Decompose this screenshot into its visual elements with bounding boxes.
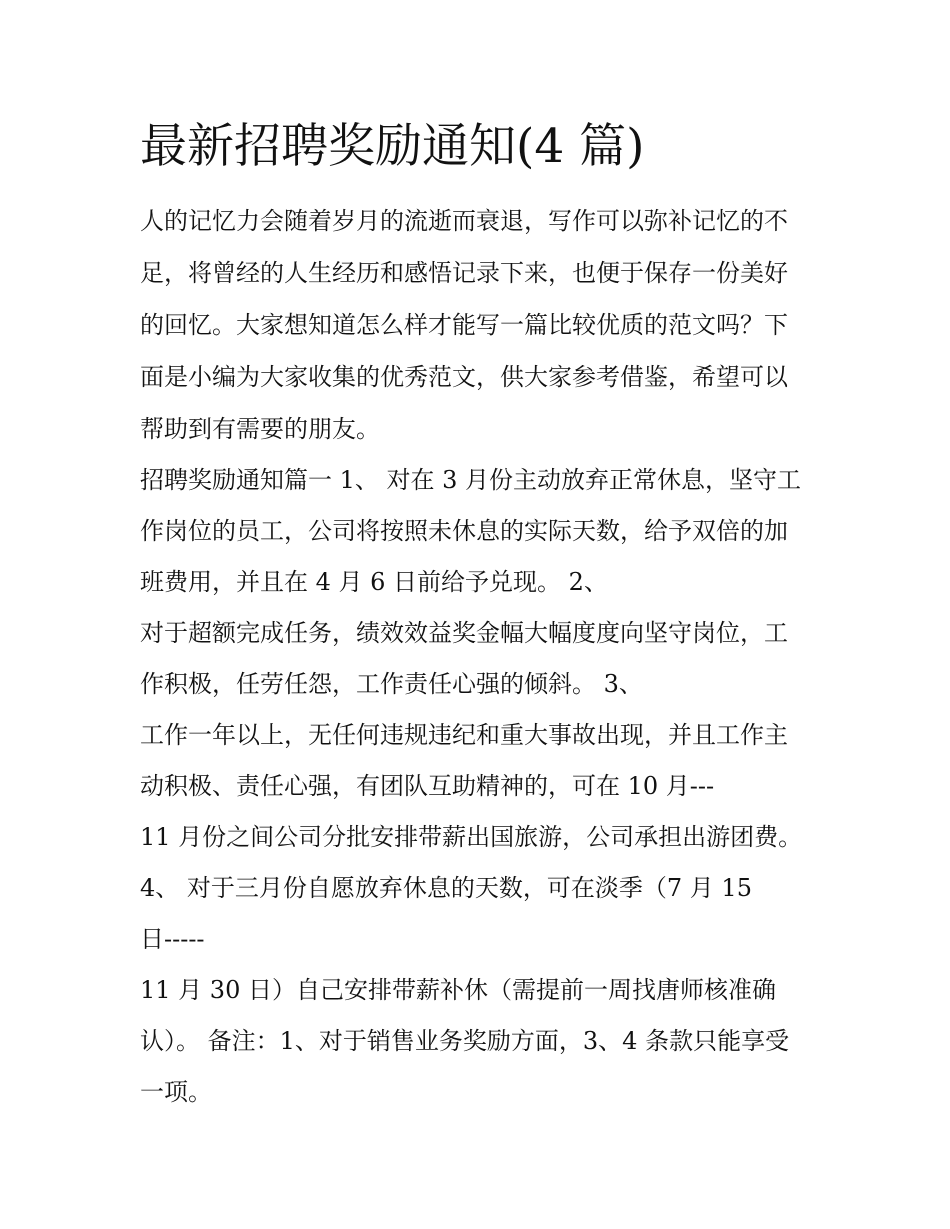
paragraph-line: 帮助到有需要的朋友。 <box>140 415 380 443</box>
paragraph-line: 4、 对于三月份自愿放弃休息的天数，可在淡季（7 月 15 <box>140 874 752 902</box>
paragraph-line: 招聘奖励通知篇一 1、 对在 3 月份主动放弃正常休息，坚守工 <box>140 466 802 494</box>
paragraph-line: 工作一年以上，无任何违规违纪和重大事故出现，并且工作主 <box>140 721 788 749</box>
paragraph-line: 面是小编为大家收集的优秀范文，供大家参考借鉴，希望可以 <box>140 363 788 391</box>
paragraph-line: 一项。 <box>140 1078 212 1106</box>
paragraph-line: 认）。 备注：1、对于销售业务奖励方面，3、4 条款只能享受 <box>140 1027 790 1055</box>
paragraph-line: 人的记忆力会随着岁月的流逝而衰退，写作可以弥补记忆的不 <box>140 207 788 235</box>
paragraph-line: 动积极、责任心强，有团队互助精神的，可在 10 月--- <box>140 772 715 800</box>
paragraph-line: 足，将曾经的人生经历和感悟记录下来，也便于保存一份美好 <box>140 259 788 287</box>
document-title: 最新招聘奖励通知(4 篇) <box>140 119 645 174</box>
paragraph-line: 班费用，并且在 4 月 6 日前给予兑现。 2、 <box>140 568 608 596</box>
paragraph-line: 日----- <box>140 925 205 953</box>
paragraph-line: 作岗位的员工，公司将按照未休息的实际天数，给予双倍的加 <box>140 517 788 545</box>
paragraph-line: 11 月份之间公司分批安排带薪出国旅游，公司承担出游团费。 <box>140 823 803 851</box>
paragraph-line: 的回忆。大家想知道怎么样才能写一篇比较优质的范文吗？下 <box>140 311 788 339</box>
paragraph-line: 作积极，任劳任怨，工作责任心强的倾斜。 3、 <box>140 670 643 698</box>
paragraph-line: 11 月 30 日）自己安排带薪补休（需提前一周找唐师核准确 <box>140 976 776 1004</box>
paragraph-line: 对于超额完成任务，绩效效益奖金幅大幅度度向坚守岗位，工 <box>140 619 788 647</box>
